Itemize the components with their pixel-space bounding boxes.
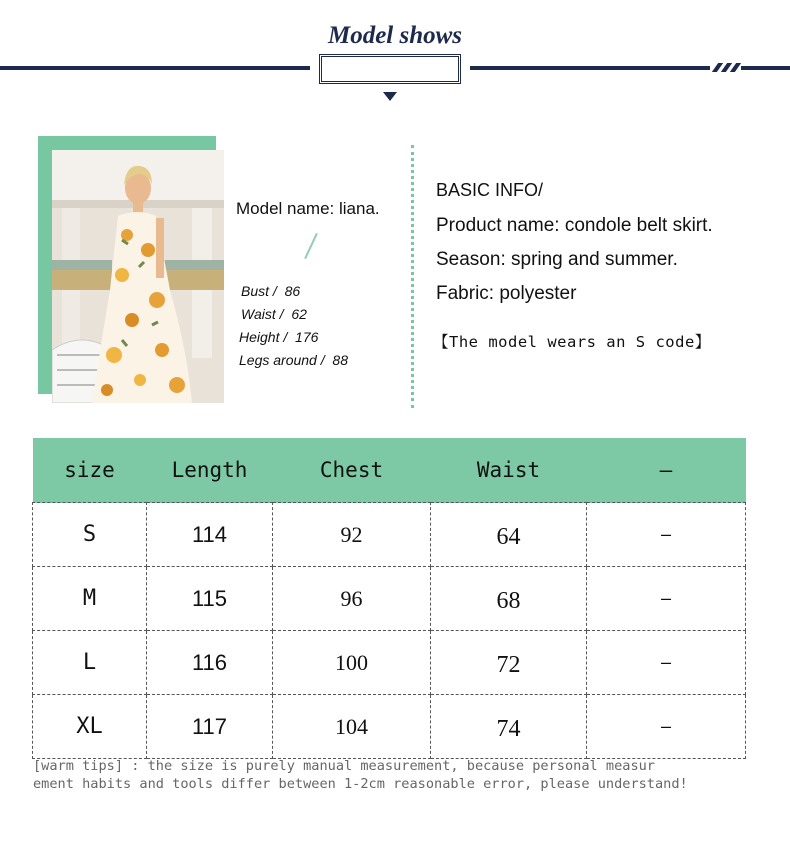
measurement-waist: Waist / 62 [241,306,307,322]
warm-tips-line: ement habits and tools differ between 1-2cm reasonable error, please understand! [33,776,688,792]
model-size-note: 【The model wears an S code】 [433,333,711,351]
model-name [236,199,380,219]
cell-waist: 72 [431,631,587,695]
measurement-legs: Legs around / 88 [239,352,348,368]
cell-size: XL [33,695,147,759]
cell-chest: 96 [273,567,431,631]
model-name-value: liana. [339,199,380,218]
cell-other: – [587,567,746,631]
size-table [32,438,746,759]
cell-other: – [587,503,746,567]
season: Season: spring and summer. [436,249,678,270]
cell-chest: 92 [273,503,431,567]
header-size: size [33,438,147,503]
header-frame [319,54,461,84]
header-waist: Waist [431,438,587,503]
fabric: Fabric: polyester [436,283,577,304]
warm-tips [33,757,753,793]
cell-waist: 64 [431,503,587,567]
cell-waist: 74 [431,695,587,759]
dotted-divider [411,145,414,408]
cell-length: 115 [147,567,273,631]
header-rule-right [470,66,710,70]
cell-other: – [587,695,746,759]
model-photo [52,150,224,403]
table-row [33,631,746,695]
table-row [33,567,746,631]
arrow-down-icon [383,92,397,101]
cell-size: S [33,503,147,567]
cell-size: M [33,567,147,631]
measurement-height: Height / 176 [239,329,319,345]
section-title: Model shows [327,22,463,49]
measurement-bust: Bust / 86 [241,283,301,299]
header-length: Length [147,438,273,503]
basic-info-title: BASIC INFO/ [436,180,544,200]
cell-length: 117 [147,695,273,759]
cell-chest: 100 [273,631,431,695]
warm-tips-line: [warm tips] : the size is purely manual measurement, because personal measur [33,758,655,774]
cell-length: 114 [147,503,273,567]
header-other: – [587,438,746,503]
header-rule-end [741,66,790,70]
cell-waist: 68 [431,567,587,631]
table-row [33,503,746,567]
cell-size: L [33,631,147,695]
cell-chest: 104 [273,695,431,759]
header-slash-decor [730,63,741,72]
product-name: Product name: condole belt skirt. [436,215,713,236]
table-row [33,695,746,759]
header-chest: Chest [273,438,431,503]
slash-decor [304,233,318,259]
model-name-label: Model name: [236,199,339,218]
table-header-row [33,438,746,503]
cell-other: – [587,631,746,695]
cell-length: 116 [147,631,273,695]
header-rule-left [0,66,310,70]
